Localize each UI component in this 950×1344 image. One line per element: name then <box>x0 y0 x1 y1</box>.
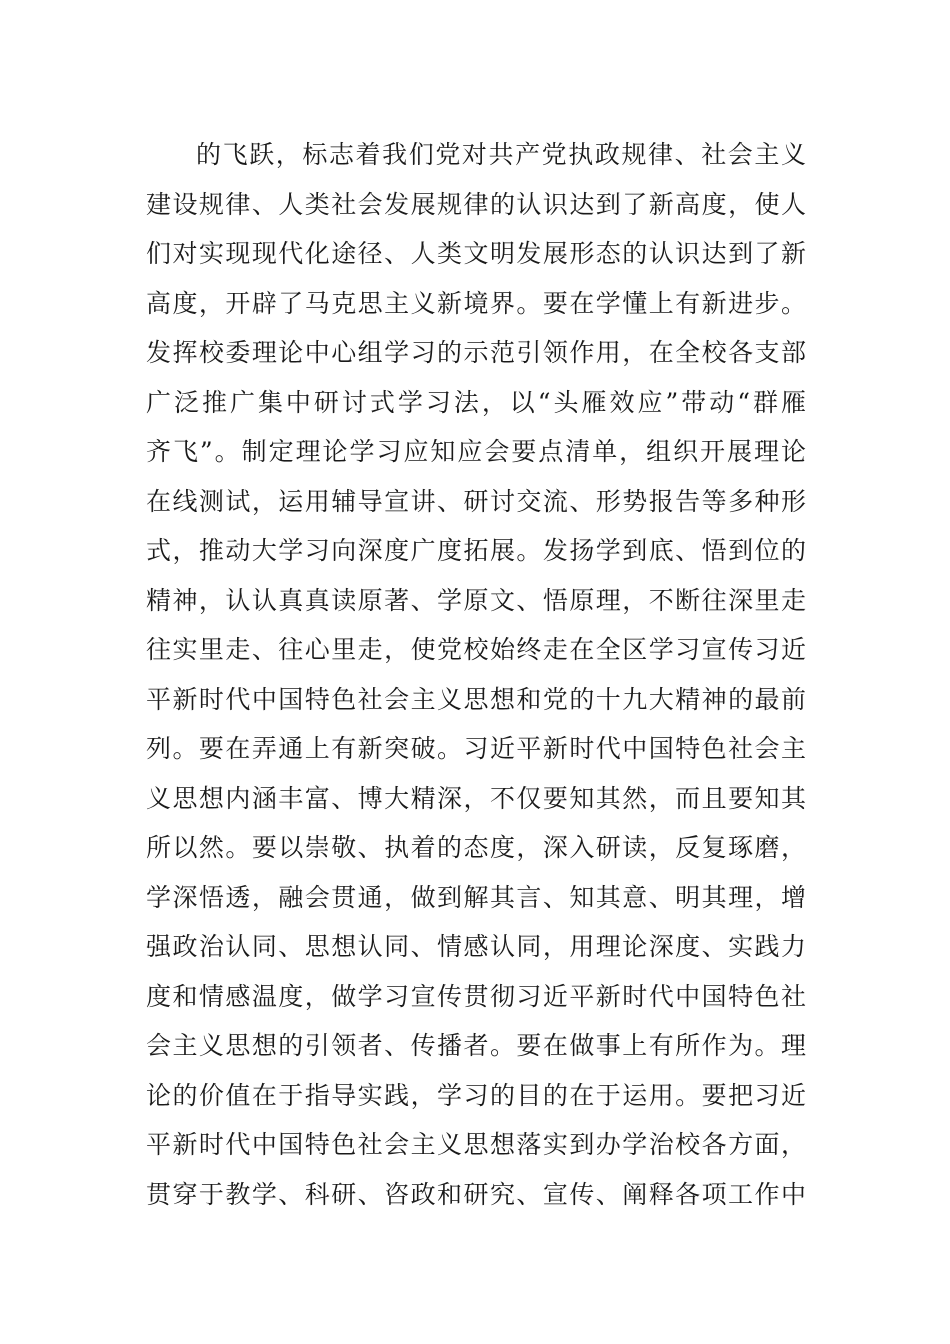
text-line: 论的价值在于指导实践，学习的目的在于运用。要把习近 <box>146 1080 806 1110</box>
text-line: 平新时代中国特色社会主义思想和党的十九大精神的最前 <box>146 684 806 714</box>
text-line: 往实里走、往心里走，使党校始终走在全区学习宣传习近 <box>146 635 806 664</box>
text-line: 强政治认同、思想认同、情感认同，用理论深度、实践力 <box>146 932 806 961</box>
text-line: 高度，开辟了马克思主义新境界。要在学懂上有新进步。 <box>146 288 806 318</box>
text-line: 度和情感温度，做学习宣传贯彻习近平新时代中国特色社 <box>146 981 806 1011</box>
body-text <box>146 130 806 1219</box>
text-line: 所以然。要以崇敬、执着的态度，深入研读，反复琢磨， <box>146 833 806 862</box>
text-line: 广泛推广集中研讨式学习法，以“头雁效应”带动“群雁 <box>146 387 806 417</box>
text-line: 发挥校委理论中心组学习的示范引领作用，在全校各支部 <box>146 338 806 367</box>
text-line: 建设规律、人类社会发展规律的认识达到了新高度，使人 <box>146 189 806 219</box>
text-line: 们对实现现代化途径、人类文明发展形态的认识达到了新 <box>146 239 806 268</box>
text-line: 的飞跃，标志着我们党对共产党执政规律、社会主义 <box>196 140 806 169</box>
text-line: 列。要在弄通上有新突破。习近平新时代中国特色社会主 <box>146 734 806 763</box>
text-line: 平新时代中国特色社会主义思想落实到办学治校各方面， <box>146 1130 806 1159</box>
text-line: 在线测试，运用辅导宣讲、研讨交流、形势报告等多种形 <box>146 486 806 516</box>
text-line: 会主义思想的引领者、传播者。要在做事上有所作为。理 <box>146 1031 806 1060</box>
text-line: 精神，认认真真读原著、学原文、悟原理，不断往深里走 <box>146 585 806 615</box>
text-line: 贯穿于教学、科研、咨政和研究、宣传、阐释各项工作中 <box>146 1179 806 1209</box>
text-line: 义思想内涵丰富、博大精深，不仅要知其然，而且要知其 <box>146 783 806 813</box>
text-line: 齐飞”。制定理论学习应知应会要点清单，组织开展理论 <box>146 437 806 466</box>
text-line: 学深悟透，融会贯通，做到解其言、知其意、明其理，增 <box>146 882 806 912</box>
text-line: 式，推动大学习向深度广度拓展。发扬学到底、悟到位的 <box>146 536 806 565</box>
